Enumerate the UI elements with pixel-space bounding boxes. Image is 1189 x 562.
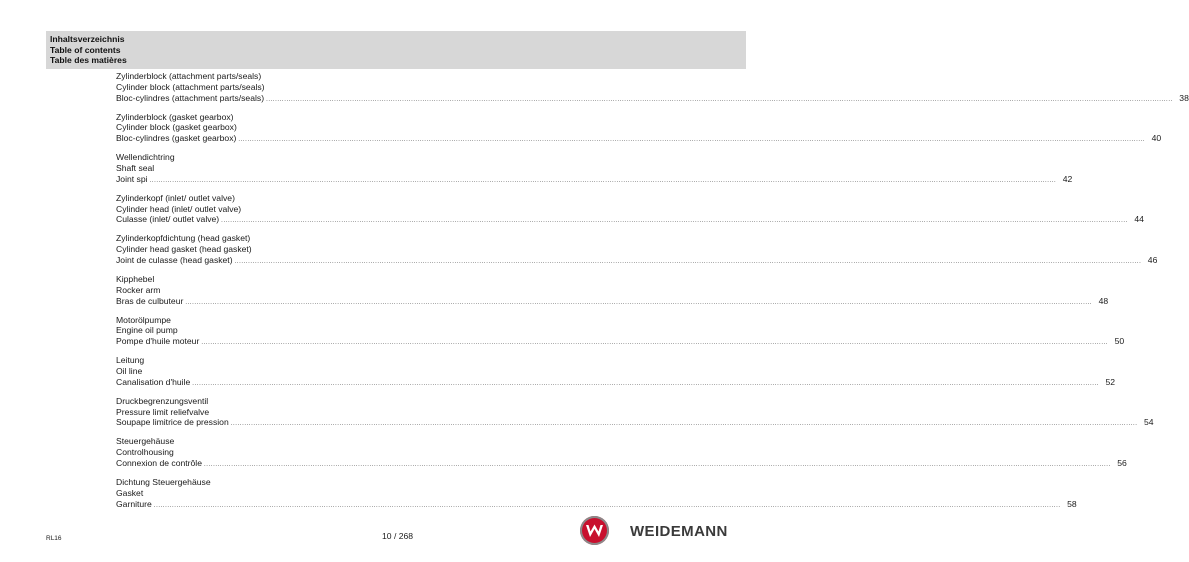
toc-entry-title-fr: Soupape limitrice de pression <box>116 417 229 428</box>
toc-entry[interactable] <box>116 476 1077 518</box>
toc-entry-row-fr <box>116 417 1154 430</box>
toc-entry-row-fr <box>116 173 1073 187</box>
page-indicator: 10 / 268 <box>382 531 414 541</box>
document-code: RL16 <box>46 535 62 542</box>
toc-entry-title-en: Oil line <box>116 365 143 376</box>
toc-entry-row-fr <box>116 214 1144 227</box>
header-title-fr: Table des matières <box>50 55 127 65</box>
toc-entry-title-fr: Joint de culasse (head gasket) <box>116 254 233 265</box>
weidemann-logo <box>580 516 746 546</box>
toc-entry[interactable] <box>116 314 1125 356</box>
brand-name: WEIDEMANN <box>630 523 728 540</box>
toc-entry-row-fr <box>116 498 1077 512</box>
toc-entry-title-en: Cylinder head gasket (head gasket) <box>116 244 252 255</box>
toc-entry-title-de: Steuergehäuse <box>116 436 175 447</box>
toc-entry-page-number[interactable]: 38 <box>1179 92 1189 103</box>
toc-entry[interactable] <box>116 152 1073 193</box>
header-title-en: Table of contents <box>50 44 121 55</box>
dot-leader: ................................................................................................................................................................................................................................................................................................................................................................................................................ <box>204 461 1111 468</box>
toc-entry-title-de: Wellendichtring <box>116 152 175 163</box>
toc-entry-title-fr: Connexion de contrôle <box>116 457 202 468</box>
toc-entry-page-number[interactable]: 44 <box>1134 214 1144 225</box>
toc-entry-title-fr: Joint spi <box>116 173 148 184</box>
toc-entry-title-en: Cylinder head (inlet/ outlet valve) <box>116 203 242 214</box>
header-title-de: Inhaltsverzeichnis <box>50 34 125 44</box>
toc-entry-title-fr: Culasse (inlet/ outlet valve) <box>116 214 220 225</box>
toc-entry-title-de: Druckbegrenzungsventil <box>116 395 209 406</box>
weidemann-w-logo-icon <box>580 516 609 545</box>
toc-header <box>46 31 746 69</box>
toc-entry-page-number[interactable]: 58 <box>1067 498 1077 509</box>
toc-entry[interactable] <box>116 355 1116 396</box>
toc-entry[interactable] <box>116 71 1189 112</box>
dot-leader: ................................................................................................................................................................................................................................................................................................................................................................................................................ <box>149 177 1057 184</box>
toc-entry[interactable] <box>116 111 1162 153</box>
toc-entry-row-fr <box>116 254 1158 268</box>
toc-entry-title-de: Zylinderblock (attachment parts/seals) <box>116 71 262 81</box>
toc-entry-title-fr: Garniture <box>116 498 152 509</box>
toc-entry-title-fr: Bras de culbuteur <box>116 295 184 306</box>
dot-leader: ................................................................................................................................................................................................................................................................................................................................................................................................................ <box>185 299 1093 306</box>
dot-leader: ................................................................................................................................................................................................................................................................................................................................................................................................................ <box>221 218 1128 225</box>
toc-entry[interactable] <box>116 395 1154 437</box>
toc-entry-page-number[interactable]: 48 <box>1098 295 1109 306</box>
toc-entry-title-en: Cylinder block (gasket gearbox) <box>116 122 237 133</box>
toc-entry-row-fr <box>116 92 1189 106</box>
toc-entry-title-fr: Pompe d'huile moteur <box>116 336 200 347</box>
toc-entry-title-en: Gasket <box>116 487 144 498</box>
toc-entry[interactable] <box>116 192 1144 234</box>
dot-leader: ................................................................................................................................................................................................................................................................................................................................................................................................................ <box>234 258 1142 265</box>
toc-entry-title-fr: Bloc-cylindres (gasket gearbox) <box>116 133 237 144</box>
toc-entry[interactable] <box>116 273 1109 315</box>
toc-entry[interactable] <box>116 436 1127 477</box>
toc-entry-row-fr <box>116 133 1162 146</box>
toc-entry-page-number[interactable]: 40 <box>1151 133 1162 144</box>
toc-entry-page-number[interactable]: 56 <box>1117 457 1127 468</box>
toc-entry-title-en: Cylinder block (attachment parts/seals) <box>116 81 265 92</box>
dot-leader: ................................................................................................................................................................................................................................................................................................................................................................................................................ <box>153 502 1061 509</box>
toc-entry-row-fr <box>116 376 1116 390</box>
toc-entry-title-en: Rocker arm <box>116 284 161 295</box>
toc-entry-title-de: Zylinderkopf (inlet/ outlet valve) <box>116 192 235 203</box>
toc-entry-title-fr: Bloc-cylindres (attachment parts/seals) <box>116 92 265 103</box>
toc-list <box>116 71 1189 518</box>
toc-entry-row-fr <box>116 295 1109 309</box>
toc-entry-title-en: Pressure limit reliefvalve <box>116 406 210 417</box>
toc-entry-title-fr: Canalisation d'huile <box>116 376 191 387</box>
toc-entry-title-de: Zylinderkopfdichtung (head gasket) <box>116 233 251 244</box>
toc-entry-title-de: Zylinderblock (gasket gearbox) <box>116 111 234 122</box>
dot-leader: ................................................................................................................................................................................................................................................................................................................................................................................................................ <box>230 421 1138 428</box>
toc-entry-row-fr <box>116 336 1125 349</box>
dot-leader: ................................................................................................................................................................................................................................................................................................................................................................................................................ <box>238 137 1146 144</box>
toc-entry-page-number[interactable]: 46 <box>1147 254 1158 265</box>
toc-entry-title-en: Shaft seal <box>116 162 155 173</box>
toc-entry-row-fr <box>116 457 1127 471</box>
toc-entry-title-de: Kipphebel <box>116 273 155 284</box>
toc-entry-page-number[interactable]: 42 <box>1062 173 1073 184</box>
toc-entry-title-de: Motorölpumpe <box>116 314 171 325</box>
toc-entry-title-de: Leitung <box>116 355 145 366</box>
toc-entry-title-en: Engine oil pump <box>116 325 178 336</box>
toc-entry-page-number[interactable]: 54 <box>1143 417 1154 428</box>
toc-entry-title-en: Controlhousing <box>116 447 174 458</box>
toc-entry-page-number[interactable]: 52 <box>1105 376 1116 387</box>
toc-entry[interactable] <box>116 233 1158 274</box>
toc-entry-title-de: Dichtung Steuergehäuse <box>116 476 211 487</box>
dot-leader: ................................................................................................................................................................................................................................................................................................................................................................................................................ <box>201 340 1109 347</box>
dot-leader: ................................................................................................................................................................................................................................................................................................................................................................................................................ <box>192 380 1100 387</box>
dot-leader: ................................................................................................................................................................................................................................................................................................................................................................................................................ <box>266 96 1173 103</box>
toc-entry-page-number[interactable]: 50 <box>1114 336 1125 347</box>
